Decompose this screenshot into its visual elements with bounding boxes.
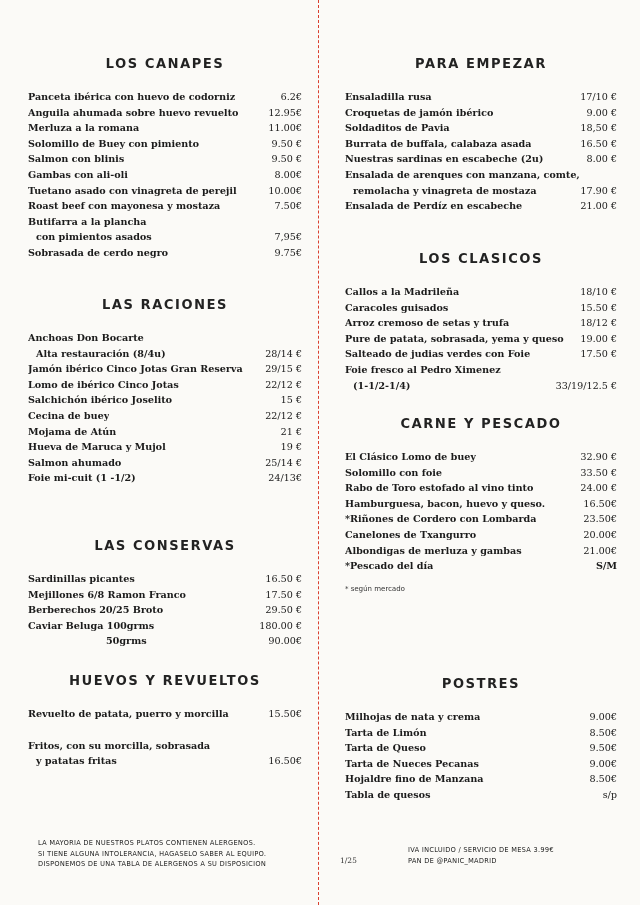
- item-price: s/p: [602, 789, 617, 801]
- item-name: Hueva de Maruca y Mujol: [28, 442, 166, 454]
- menu-item: [345, 301, 617, 317]
- menu-item: [28, 331, 302, 347]
- item-price: 8.50€: [589, 774, 617, 786]
- item-name: *Pescado del día: [345, 561, 434, 573]
- menu-item: [28, 90, 302, 106]
- menu-item: [345, 710, 617, 726]
- menu-item: [28, 137, 302, 153]
- allergen-line: SI TIENE ALGUNA INTOLERANCIA, HAGASELO SABER AL EQUIPO.: [38, 849, 267, 858]
- item-price: 24/13€: [268, 473, 302, 485]
- menu-item: [345, 363, 617, 379]
- item-name: Foie mi-cuit (1 -1/2): [28, 473, 136, 485]
- section-carne-pescado: [345, 417, 617, 593]
- item-name: Hojaldre fino de Manzana: [345, 774, 484, 786]
- bread-line: PAN DE @PANIC_MADRID: [408, 856, 497, 865]
- menu-item: [28, 588, 302, 604]
- item-name: Anguila ahumada sobre huevo revuelto: [28, 107, 239, 119]
- item-name: Burrata de buffala, calabaza asada: [345, 138, 532, 150]
- menu-item: [28, 168, 302, 184]
- item-name: Hamburguesa, bacon, huevo y queso.: [345, 498, 546, 510]
- menu-item: [28, 409, 302, 425]
- menu-item: [345, 481, 617, 497]
- menu-item: [28, 393, 302, 409]
- item-name: Panceta ibérica con huevo de codorniz: [28, 92, 236, 103]
- item-name: Caracoles guisados: [345, 302, 449, 314]
- item-price: 17.90 €: [580, 185, 617, 197]
- item-name: Nuestras sardinas en escabeche (2u): [345, 154, 544, 166]
- item-price: 33.50 €: [580, 467, 617, 479]
- item-name: Tabla de quesos: [345, 789, 431, 801]
- item-name: Ensalada de Perdíz en escabeche: [345, 201, 523, 213]
- item-price: 90.00€: [268, 636, 302, 648]
- item-price: 22/12 €: [265, 379, 302, 391]
- item-name: Milhojas de nata y crema: [345, 712, 481, 723]
- item-name: Gambas con ali-oli: [28, 169, 128, 181]
- menu-item: [28, 121, 302, 137]
- item-price: 17/10 €: [580, 92, 617, 103]
- item-price: 19 €: [280, 442, 302, 454]
- item-name: Sardinillas picantes: [28, 574, 135, 585]
- item-name: Sobrasada de cerdo negro: [28, 247, 169, 259]
- item-name: remolacha y vinagreta de mostaza: [353, 185, 537, 197]
- section-para-empezar: [345, 57, 617, 215]
- item-name: Ensalada de arenques con manzana, comte,: [345, 169, 580, 181]
- iva-line: IVA INCLUIDO / SERVICIO DE MESA 3.99€: [408, 846, 554, 854]
- item-name: Salteado de judias verdes con Foie: [345, 349, 531, 361]
- item-price: 9.50 €: [271, 154, 302, 166]
- menu-item: [345, 332, 617, 348]
- item-price: 18/12 €: [580, 318, 617, 330]
- menu-item: [28, 362, 302, 378]
- section-title: LAS CONSERVAS: [94, 539, 236, 554]
- item-name: Fritos, con su morcilla, sobrasada: [28, 740, 211, 752]
- item-name: Anchoas Don Bocarte: [28, 333, 144, 344]
- service-notice: [408, 845, 554, 866]
- item-price: 21.00€: [583, 545, 617, 557]
- menu-item: [345, 726, 617, 742]
- item-name: Berberechos 20/25 Broto: [28, 605, 164, 617]
- item-price: 16.50€: [583, 498, 617, 510]
- menu-item: [28, 471, 302, 487]
- item-price: 9.50€: [589, 743, 617, 755]
- item-name: Merluza a la romana: [28, 123, 140, 135]
- menu-item: [28, 215, 302, 231]
- item-name: Butifarra a la plancha: [28, 216, 147, 228]
- menu-item: [28, 199, 302, 215]
- item-price: 8.50€: [589, 727, 617, 739]
- item-price: 15 €: [280, 395, 302, 407]
- section-title: HUEVOS Y REVUELTOS: [69, 674, 261, 689]
- item-name: Jamón ibérico Cinco Jotas Gran Reserva: [28, 364, 243, 376]
- item-name: Rabo de Toro estofado al vino tinto: [345, 483, 534, 495]
- item-name: Foie fresco al Pedro Ximenez: [345, 364, 501, 376]
- item-name: Lomo de ibérico Cinco Jotas: [28, 379, 179, 391]
- section-clasicos: [345, 252, 617, 394]
- item-price: 9.00€: [589, 758, 617, 770]
- item-name: Alta restauración (8/4u): [36, 348, 166, 360]
- item-name: Mejillones 6/8 Ramon Franco: [28, 589, 186, 601]
- menu-item: [28, 152, 302, 168]
- menu-item: [345, 757, 617, 773]
- menu-item: [28, 425, 302, 441]
- item-name: Albondigas de merluza y gambas: [345, 545, 522, 557]
- section-title: POSTRES: [441, 677, 521, 692]
- item-name: Salmon ahumado: [28, 457, 122, 469]
- item-name: Revuelto de patata, puerro y morcilla: [28, 709, 229, 720]
- allergen-line: LA MAYORIA DE NUESTROS PLATOS CONTIENEN ALERGENOS.: [38, 839, 256, 847]
- item-name: Croquetas de jamón ibérico: [345, 107, 494, 119]
- item-price: 22/12 €: [265, 410, 302, 422]
- item-name: Tarta de Limón: [345, 727, 427, 739]
- item-name: Solomillo con foie: [345, 467, 443, 479]
- menu-item: [345, 741, 617, 757]
- item-name: con pimientos asados: [36, 232, 152, 244]
- item-price: 25/14 €: [265, 457, 302, 469]
- item-name: Ensaladilla rusa: [345, 92, 432, 103]
- item-price: 18/10 €: [580, 287, 617, 298]
- item-name: Arroz cremoso de setas y trufa: [345, 318, 510, 330]
- menu-item: [28, 634, 302, 650]
- item-price: 19.00 €: [580, 333, 617, 345]
- item-price: 21.00 €: [580, 201, 617, 213]
- item-price: 21 €: [280, 426, 302, 438]
- item-price: 11.00€: [268, 123, 302, 135]
- section-raciones: [28, 298, 302, 487]
- market-price-note: * según mercado: [345, 584, 405, 593]
- menu-item: [28, 456, 302, 472]
- menu-item: [345, 497, 617, 513]
- item-price: 16.50 €: [265, 574, 302, 585]
- item-price: 32.90 €: [580, 452, 617, 463]
- item-price: 29.50 €: [265, 605, 302, 617]
- section-huevos: [28, 674, 302, 770]
- menu-item: [345, 316, 617, 332]
- item-price: 29/15 €: [265, 364, 302, 376]
- item-name: Pure de patata, sobrasada, yema y queso: [345, 333, 564, 345]
- menu-item: [345, 512, 617, 528]
- item-name: 50grms: [106, 636, 147, 648]
- menu-item: [28, 246, 302, 262]
- item-price: 9.50 €: [271, 138, 302, 150]
- menu-item: [345, 121, 617, 137]
- item-name: Tarta de Queso: [345, 743, 426, 755]
- menu-item: [28, 619, 302, 635]
- menu-item: [345, 106, 617, 122]
- menu-item: [345, 788, 617, 804]
- menu-item: [28, 347, 302, 363]
- item-price: 15.50€: [268, 709, 302, 720]
- item-price: 23.50€: [583, 514, 617, 526]
- menu-item: [345, 450, 617, 466]
- section-conservas: [28, 539, 302, 650]
- item-name: Solomillo de Buey con pimiento: [28, 138, 200, 150]
- section-title: PARA EMPEZAR: [415, 57, 547, 72]
- menu-item: [345, 285, 617, 301]
- menu-item: [28, 739, 302, 755]
- item-price: 15.50 €: [580, 302, 617, 314]
- item-name: (1-1/2-1/4): [353, 380, 411, 392]
- item-price: 7,95€: [274, 232, 302, 244]
- item-name: Caviar Beluga 100grms: [28, 620, 155, 632]
- section-postres: [345, 677, 617, 804]
- item-name: Salchichón ibérico Joselito: [28, 395, 173, 407]
- item-name: Mojama de Atún: [28, 426, 117, 438]
- item-price: 17.50 €: [265, 589, 302, 601]
- item-name: Soldaditos de Pavia: [345, 123, 450, 135]
- item-price: 7.50€: [274, 201, 302, 213]
- item-name: y patatas fritas: [36, 756, 117, 768]
- item-price: 12.95€: [268, 107, 302, 119]
- item-price: 9.00€: [589, 712, 617, 723]
- menu-item: [345, 544, 617, 560]
- section-title: LOS CLASICOS: [419, 252, 543, 267]
- item-name: Tarta de Nueces Pecanas: [345, 758, 479, 770]
- item-price: 17.50 €: [580, 349, 617, 361]
- menu-item: [345, 379, 617, 395]
- item-name: Canelones de Txangurro: [345, 529, 477, 541]
- item-price: 9.00 €: [586, 107, 617, 119]
- item-price: 16.50€: [268, 756, 302, 768]
- item-price: 33/19/12.5 €: [555, 380, 617, 392]
- menu-item: [345, 152, 617, 168]
- item-price: 9.75€: [274, 247, 302, 259]
- menu-item: [345, 528, 617, 544]
- page-number: 1/25: [340, 856, 357, 865]
- item-price: 24.00 €: [580, 483, 617, 495]
- item-price: 20.00€: [583, 529, 617, 541]
- menu-item: [28, 572, 302, 588]
- item-price: 16.50 €: [580, 138, 617, 150]
- item-price: 18,50 €: [580, 123, 617, 135]
- menu-item: [28, 440, 302, 456]
- menu-item: [28, 603, 302, 619]
- item-name: Roast beef con mayonesa y mostaza: [28, 201, 221, 213]
- menu-item: [345, 347, 617, 363]
- menu-item: [28, 754, 302, 770]
- menu-item: [28, 230, 302, 246]
- item-price: 6.2€: [280, 92, 302, 103]
- menu-item: [28, 707, 302, 723]
- item-name: Tuetano asado con vinagreta de perejil: [28, 185, 237, 197]
- item-name: El Clásico Lomo de buey: [345, 452, 476, 463]
- menu-item: [28, 378, 302, 394]
- item-price: 180.00 €: [259, 620, 302, 632]
- section-title: CARNE Y PESCADO: [400, 417, 562, 432]
- menu-item: [345, 559, 617, 575]
- section-canapes: [28, 57, 302, 262]
- item-price: 28/14 €: [265, 348, 302, 360]
- menu-item: [345, 184, 617, 200]
- item-price: 10.00€: [268, 185, 302, 197]
- menu-item: [28, 184, 302, 200]
- item-price: 8.00 €: [586, 154, 617, 166]
- section-title: LAS RACIONES: [101, 298, 229, 313]
- menu-item: [345, 466, 617, 482]
- menu-item: [345, 90, 617, 106]
- menu-item: [345, 137, 617, 153]
- item-name: Cecina de buey: [28, 410, 110, 422]
- menu-item: [345, 199, 617, 215]
- menu-item: [28, 106, 302, 122]
- item-name: Callos a la Madrileña: [345, 287, 460, 298]
- item-price: S/M: [595, 561, 617, 573]
- section-title: LOS CANAPES: [105, 57, 225, 72]
- allergen-notice: [38, 838, 266, 870]
- menu-item: [345, 168, 617, 184]
- center-divider: [318, 0, 319, 905]
- allergen-line: DISPONEMOS DE UNA TABLA DE ALERGENOS A SU DISPOSICION: [38, 860, 267, 868]
- item-price: 8.00€: [274, 169, 302, 181]
- menu-item: [345, 772, 617, 788]
- item-name: Salmon con blinis: [28, 154, 125, 166]
- item-name: *Riñones de Cordero con Lombarda: [345, 514, 537, 526]
